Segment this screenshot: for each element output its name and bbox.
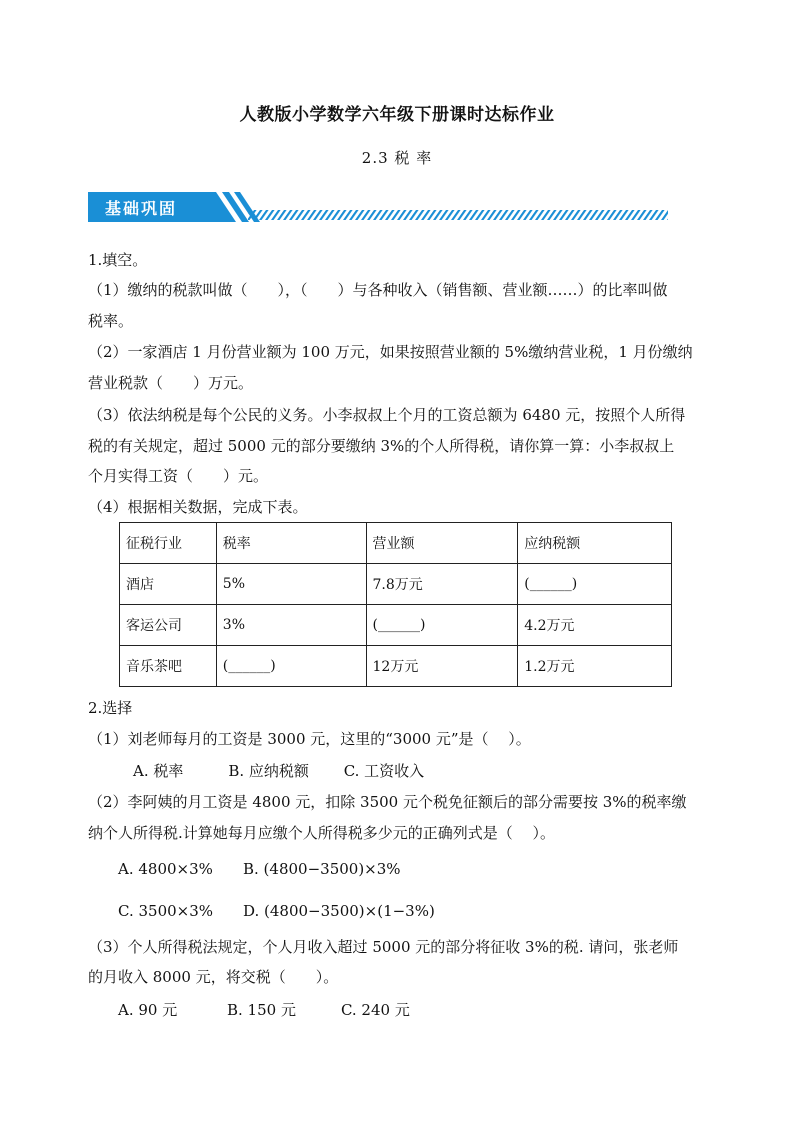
table-cell: 音乐茶吧	[120, 646, 217, 687]
table-header-cell: 征税行业	[120, 523, 217, 564]
question-1-3-line: （3）依法纳税是每个公民的义务。小李叔叔上个月的工资总额为 6480 元，按照个人所得	[88, 406, 686, 424]
tax-table	[119, 522, 672, 687]
question-1-3-line: 税的有关规定，超过 5000 元的部分要缴纳 3%的个人所得税，请你算一算：小李叔叔上	[88, 437, 675, 455]
table-cell: 4.2万元	[518, 605, 672, 646]
option-a: A. 4800×3%	[118, 860, 213, 878]
question-2-3-line: 的月收入 8000 元，将交税（ ）。	[88, 968, 339, 986]
table-cell: 7.8万元	[366, 564, 518, 605]
question-1-2-line: （2）一家酒店 1 月份营业额为 100 万元，如果按照营业额的 5%缴纳营业税，1 月份缴纳	[88, 343, 693, 361]
question-2-heading: 2.选择	[88, 699, 133, 717]
lesson-subtitle: 2.3 税 率	[361, 149, 433, 167]
table-row	[120, 605, 672, 646]
table-header-row	[120, 523, 672, 564]
table-header-cell: 营业额	[366, 523, 518, 564]
option-d: D. (4800−3500)×(1−3%)	[243, 902, 435, 920]
question-1-heading: 1.填空。	[88, 251, 148, 269]
question-2-1-line: （1）刘老师每月的工资是 3000 元，这里的“3000 元”是（ ）。	[88, 730, 531, 748]
table-cell: 客运公司	[120, 605, 217, 646]
question-1-2-line: 营业税款（ ）万元。	[88, 374, 254, 392]
question-2-3-options: A. 90 元 B. 150 元 C. 240 元	[118, 1001, 410, 1019]
table-cell: 酒店	[120, 564, 217, 605]
question-2-1-options: A. 税率 B. 应纳税额 C. 工资收入	[133, 762, 425, 780]
table-row	[120, 646, 672, 687]
question-2-3-line: （3）个人所得税法规定，个人月收入超过 5000 元的部分将征收 3%的税. 请问，张老师	[88, 938, 679, 956]
question-1-4-line: （4）根据相关数据，完成下表。	[88, 498, 308, 516]
table-cell: (______)	[366, 605, 518, 646]
table-header-cell: 税率	[216, 523, 366, 564]
option-b: B. (4800−3500)×3%	[243, 860, 401, 878]
table-cell: (______)	[518, 564, 672, 605]
question-1-1-line: （1）缴纳的税款叫做（ ），（ ）与各种收入（销售额、营业额……）的比率叫做	[88, 281, 668, 299]
table-cell: 1.2万元	[518, 646, 672, 687]
table-cell: 3%	[216, 605, 366, 646]
page-title: 人教版小学数学六年级下册课时达标作业	[239, 105, 555, 125]
table-cell: (______)	[216, 646, 366, 687]
question-1-1-line: 税率。	[88, 312, 134, 330]
option-c: C. 3500×3%	[118, 902, 214, 920]
question-2-2-line: 纳个人所得税.计算她每月应缴个人所得税多少元的正确列式是（ ）。	[88, 824, 556, 842]
table-cell: 5%	[216, 564, 366, 605]
table-cell: 12万元	[366, 646, 518, 687]
table-row	[120, 564, 672, 605]
section-label: 基础巩固	[105, 199, 178, 218]
question-2-2-line: （2）李阿姨的月工资是 4800 元，扣除 3500 元个税免征额后的部分需要按 3%的税率缴	[88, 793, 687, 811]
question-1-3-line: 个月实得工资（ ）元。	[88, 467, 269, 485]
table-header-cell: 应纳税额	[518, 523, 672, 564]
